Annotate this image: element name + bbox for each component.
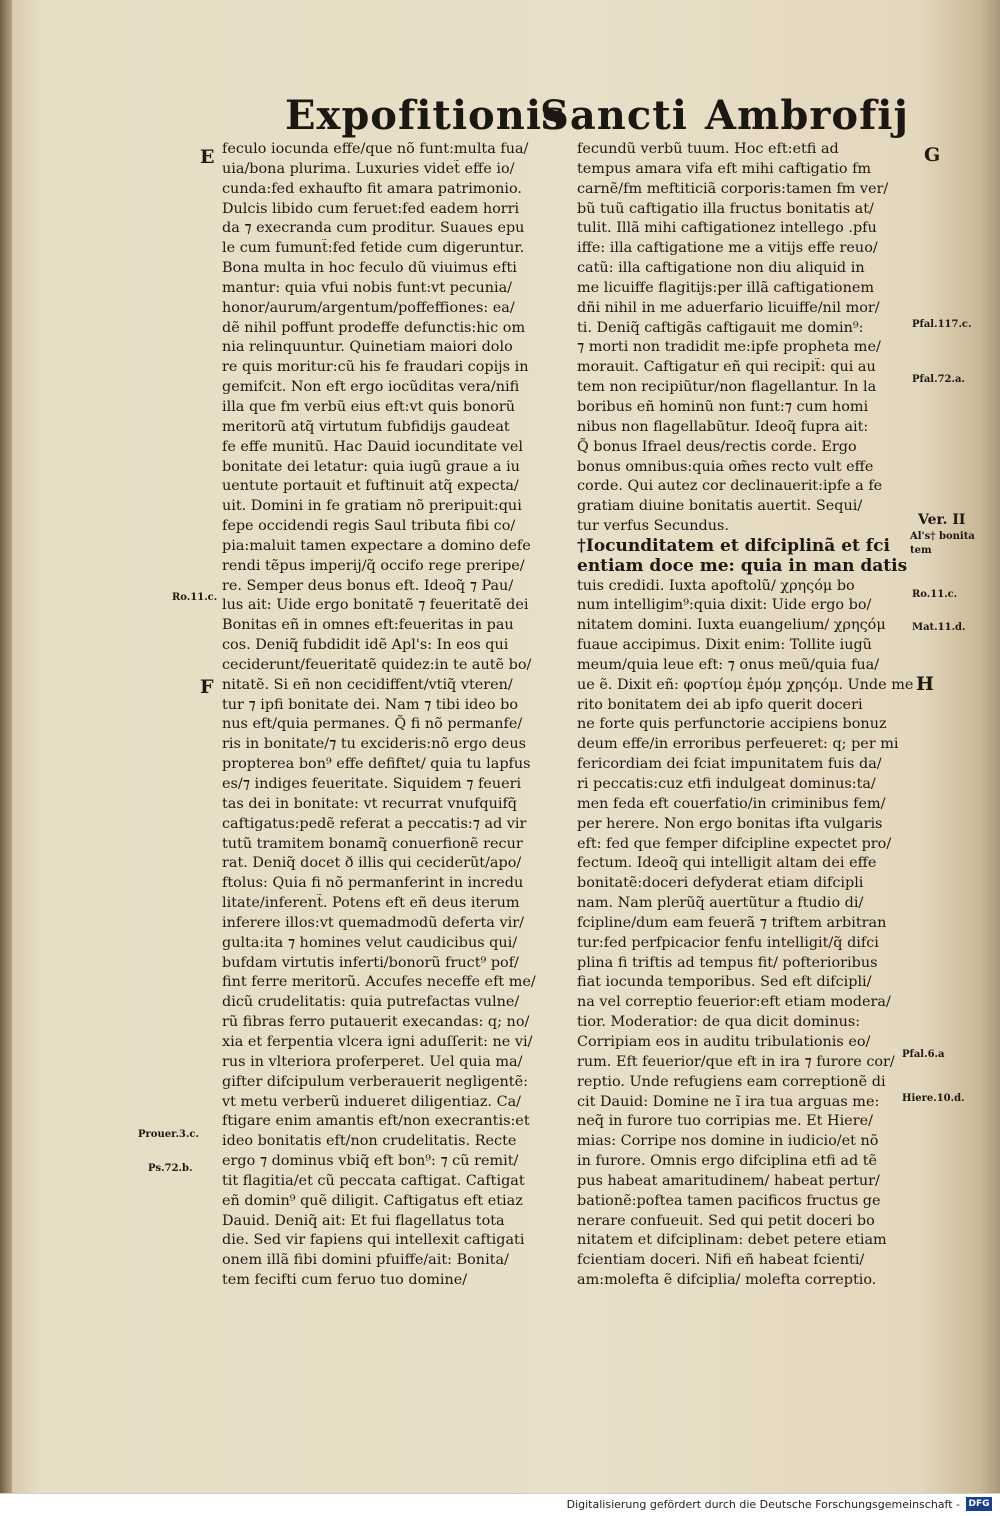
margin-note-psal6: Pfal.6.a (902, 1049, 945, 1060)
text-line: tem non recipiũtur/non flagellantur. In la (577, 379, 877, 396)
text-line: rus in vlteriora proferperet. Uel quia ma/ (222, 1053, 523, 1070)
text-line: tur ⁊ ipfi bonitate dei. Nam ⁊ tibi ideo bo (222, 696, 519, 713)
text-line: ri peccatis:cuz etfi indulgeat dominus:ta/ (577, 776, 876, 792)
text-line: fcipline/dum eam feuerã ⁊ triftem arbitran (577, 914, 887, 931)
text-line: tutũ tramitem bonamq̃ conuerfionẽ recur (222, 835, 523, 852)
text-line: meritorũ atq̃ virtutum fubfidijs gaudeat (222, 418, 510, 435)
text-line: uia/bona plurima. Luxuries videt̃ effe io/ (222, 160, 515, 177)
dfg-logo: DFG (966, 1497, 992, 1511)
text-line: onem illã fibi domini pfuiffe/ait: Bonita/ (222, 1252, 509, 1269)
text-line: corde. Qui autez cor declinauerit:ipfe a fe (577, 478, 883, 495)
text-line: illa que fm verbũ eius eft:vt quis bonorũ (222, 398, 515, 415)
text-line: tur:fed perfpicacior fenfu intelligit/q̃ difci (577, 934, 879, 951)
text-line: feculo iocunda effe/que nõ funt:multa fua/ (222, 141, 529, 157)
text-line: Corripiam eos in auditu tribulationis eo/ (577, 1033, 871, 1050)
text-line: uit. Domini in fe gratiam nõ preripuit:qui (222, 498, 522, 515)
text-line: nitatẽ. Si eñ non cecidiffent/vtiq̃ vteren/ (222, 676, 513, 693)
text-line: gifter difcipulum verberauerit negligentẽ: (222, 1073, 528, 1090)
margin-letter-g: G (924, 144, 941, 166)
text-line: fericordiam dei fciat impunitatem fuis da/ (577, 756, 882, 773)
text-line: me licuiffe flagitijs:per illã caftigationem (577, 279, 875, 296)
text-line: nerare confueuit. Sed qui petit doceri bo (577, 1212, 875, 1229)
text-line: neq̃ in furore tuo corripias me. Et Hiere/ (577, 1113, 873, 1130)
text-line: uentute portauit et fuftinuit atq̃ expecta/ (222, 478, 519, 495)
text-line: gemifcit. Non eft ergo iocũditas vera/nifi (222, 379, 520, 396)
text-line: eñ domin⁹ quẽ diligit. Caftigatus eft etiaz (222, 1192, 523, 1209)
text-line: rat. Deniq̃ docet ð illis qui ceciderũt/apo/ (222, 855, 522, 872)
header-word-3: Ambrofij (705, 92, 909, 139)
text-line: fiat iocunda temporibus. Sed eft difcipli/ (577, 974, 872, 991)
text-line: entiam doce me: quia in man datis (577, 556, 908, 576)
text-line: fuaue accipimus. Dixit enim: Tollite iugũ (577, 637, 872, 654)
text-line: Bona multa in hoc feculo dũ viuimus efti (222, 260, 517, 277)
text-line: morauit. Caftigatur eñ qui recipit̃: qui au (577, 359, 876, 376)
text-line: gulta:ita ⁊ homines velut caudicibus qui/ (222, 934, 518, 951)
text-line: Dulcis libido cum feruet:fed eadem horri (222, 200, 520, 217)
text-line: xia et ferpentia vlcera igni aduſſerit: ne vi/ (222, 1033, 533, 1050)
text-line: cunda:fed exhaufto fit amara patrimonio. (222, 180, 522, 197)
text-line: †Iocunditatem et difciplinã et fci (577, 536, 890, 556)
text-line: fe effe munitũ. Hac Dauid iocunditate vel (222, 438, 523, 455)
text-line: re quis moritur:cũ his fe fraudari copijs in (222, 359, 529, 376)
text-line: ris in bonitate/⁊ tu excideris:nõ ergo deus (222, 736, 526, 753)
text-line: deum effe/in erroribus perfeueret: q; per mi (577, 736, 899, 753)
margin-note-verse: Ver. II (918, 512, 966, 528)
text-line: gratiam diuine bonitatis auertit. Sequi/ (577, 498, 863, 515)
text-line: tior. Moderatior: de qua dicit dominus: (577, 1014, 861, 1031)
text-line: bonitate dei letatur: quia iugũ graue a iu (222, 458, 520, 475)
margin-letter-h: H (916, 673, 934, 695)
text-line: tem fecifti cum feruo tuo domine/ (222, 1272, 468, 1289)
text-line: bonitatẽ:doceri defyderat etiam difcipli (577, 875, 864, 892)
text-line: cit Dauid: Domine ne ĩ ira tua arguas me: (577, 1093, 880, 1110)
text-line: carnẽ/fm meftiticiã corporis:tamen fm ver/ (577, 180, 889, 197)
text-line: bationẽ:poftea tamen pacificos fructus ge (577, 1192, 881, 1209)
text-line: rum. Eft feuerior/que eft in ira ⁊ furore cor/ (577, 1053, 895, 1070)
margin-note-ps: Ps.72.b. (148, 1163, 193, 1174)
margin-note-hiere: Hiere.10.d. (902, 1093, 965, 1104)
text-line: tuis credidi. Iuxta apoftolũ/ χρηςόμ bo (577, 577, 855, 594)
text-line: boribus eñ hominũ non funt:⁊ cum homi (577, 398, 869, 415)
margin-letter-e: E (200, 146, 215, 168)
text-line: Dauid. Deniq̃ ait: Et fui flagellatus tota (222, 1212, 505, 1229)
text-line: fepe occidendi regis Saul tributa fibi co/ (222, 518, 516, 535)
text-line: ftigare enim amantis eft/non execrantis:et (222, 1113, 530, 1130)
margin-note-psal72: Pfal.72.a. (912, 374, 965, 385)
text-line: tit flagitia/et cũ peccata caftigat. Caftigat (222, 1172, 525, 1189)
text-line: catũ: illa caftigatione non diu aliquid in (577, 260, 865, 277)
text-line: cos. Deniq̃ fubdidit idẽ Apl's: In eos qui (222, 637, 509, 654)
text-line: reptio. Unde refugiens eam correptionẽ di (577, 1073, 886, 1090)
text-line: bufdam virtutis inferti/bonorũ fruct⁹ pof/ (222, 954, 519, 971)
text-line: fint ferre meritorũ. Accufes neceffe eft me/ (222, 974, 536, 991)
text-line: mantur: quia vfui nobis funt:vt pecunia/ (222, 279, 513, 296)
text-line: nitatem domini. Iuxta euangelium/ χρηςόμ (577, 617, 886, 634)
text-line: per herere. Non ergo bonitas ifta vulgaris (577, 815, 883, 832)
text-line: pia:maluit tamen expectare a domino defe (222, 537, 531, 554)
text-line: eft: fed que femper difcipline expectet pro/ (577, 835, 892, 852)
text-line: mias: Corripe nos domine in iudicio/et nõ (577, 1133, 879, 1150)
left-text-column (222, 140, 552, 1291)
text-line: plina fi triftis ad tempus fit/ pofterioribus (577, 954, 878, 971)
text-line: ti. Deniq̃ caftigãs caftigauit me domin⁹: (577, 319, 864, 336)
text-line: propterea bon⁹ effe defiftet/ quia tu lapfus (222, 756, 531, 773)
text-line: es/⁊ indiges feueritate. Siquidem ⁊ feueri (222, 776, 522, 792)
text-line: rendi tẽpus imperij/q̃ occifo rege preripe/ (222, 557, 525, 574)
footer-credit-text: Digitalisierung gefördert durch die Deutsche Forschungsgemeinschaft - (566, 1498, 960, 1511)
right-text-column (577, 140, 913, 1291)
margin-note-tem: tem (910, 545, 932, 556)
book-spine (0, 0, 12, 1493)
text-line: dicũ crudelitatis: quia putrefactas vulne/ (222, 994, 520, 1011)
text-line: caftigatus:pedẽ referat a peccatis:⁊ ad vir (222, 815, 527, 832)
text-line: dñi nihil in me aduerfario licuiffe/nil mor/ (577, 299, 880, 316)
text-line: fcientiam doceri. Nifi eñ habeat fcienti/ (577, 1252, 865, 1269)
text-line: iffe: illa caftigatione me a vitijs effe reuo/ (577, 240, 878, 257)
text-line: Q̃ bonus Ifrael deus/rectis corde. Ergo (577, 438, 857, 455)
text-line: Bonitas eñ in omnes eft:feueritas in pau (222, 617, 514, 634)
text-line: num intelligim⁹:quia dixit: Uide ergo bo/ (577, 597, 872, 614)
text-line: le cum fumunt̃:fed fetide cum digeruntur. (222, 240, 525, 257)
text-line: tas dei in bonitate: vt recurrat vnufquifq̃ (222, 795, 518, 812)
text-line: litate/inferent̃. Potens eft eñ deus iterum (222, 895, 520, 912)
margin-note-prouer: Prouer.3.c. (138, 1129, 199, 1140)
text-line: nitatem et difciplinam: debet petere etiam (577, 1232, 887, 1249)
text-line: in furore. Omnis ergo difciplina etfi ad tẽ (577, 1153, 878, 1170)
text-line: inferere illos:vt quemadmodũ deferta vir/ (222, 914, 524, 931)
text-line: rito bonitatem dei ab ipfo querit doceri (577, 696, 863, 713)
text-line: men feda eft couerfatio/in criminibus fem/ (577, 795, 886, 812)
text-line: lus ait: Uide ergo bonitatẽ ⁊ feueritatẽ dei (222, 597, 529, 614)
margin-letter-f: F (200, 676, 214, 698)
text-line: vt metu verberũ indueret diligentiaz. Ca/ (222, 1093, 522, 1110)
text-line: nus eft/quia permanes. Q̃ fi nõ permanfe/ (222, 716, 523, 733)
margin-note-mat: Mat.11.d. (912, 622, 966, 633)
digitization-footer (0, 1493, 1000, 1516)
text-line: fectum. Ideoq̃ qui intelligit altam dei effe (577, 855, 877, 872)
margin-note-ro-left: Ro.11.c. (172, 592, 218, 603)
text-line: tempus amara vifa eft mihi caftigatio fm (577, 160, 872, 177)
text-line: ergo ⁊ dominus vbiq̃ eft bon⁹: ⁊ cũ remit/ (222, 1153, 519, 1170)
text-line: na vel correptio feuerior:eft etiam modera/ (577, 994, 891, 1011)
text-line: da ⁊ execranda cum proditur. Suaues epu (222, 220, 525, 237)
text-line: dẽ nihil poffunt prodeffe defunctis:hic om (222, 319, 526, 336)
text-line: pus habeat amaritudinem/ habeat pertur/ (577, 1172, 880, 1189)
text-line: ideo bonitatis eft/non crudelitatis. Recte (222, 1133, 517, 1150)
text-line: ftolus: Quia fi nõ permanferint in incredu (222, 875, 524, 892)
text-line: nibus non flagellabũtur. Ideoq̃ fupra ait: (577, 418, 869, 435)
text-line: ⁊ morti non tradidit me:ipfe propheta me/ (577, 339, 881, 356)
margin-note-alst: Al's† bonita (910, 531, 975, 542)
text-line: die. Sed vir fapiens qui intellexit caftigati (222, 1232, 525, 1249)
header-word-2: Sancti (540, 92, 688, 139)
text-line: ne forte quis perfunctorie accipiens bonuz (577, 716, 887, 733)
text-line: ue ẽ. Dixit eñ: φορτίομ ἐμόμ χρηςόμ. Unde me (577, 676, 913, 693)
header-word-1: Expofitionis (285, 92, 566, 139)
text-line: ceciderunt/feueritatẽ quidez:in te autẽ bo/ (222, 656, 532, 673)
text-line: am:molefta ẽ difciplia/ molefta correptio. (577, 1272, 877, 1289)
text-line: meum/quia leue eft: ⁊ onus meũ/quia fua/ (577, 656, 880, 673)
text-line: rũ fibras ferro putauerit execandas: q; no/ (222, 1014, 530, 1031)
text-line: tulit. Illã mihi caftigationez intellego .pfu (577, 220, 877, 237)
margin-note-psal117: Pfal.117.c. (912, 319, 972, 330)
text-line: bũ tuũ caftigatio illa fructus bonitatis at/ (577, 200, 874, 217)
text-line: tur verfus Secundus. (577, 518, 729, 535)
text-line: honor/aurum/argentum/poffeffiones: ea/ (222, 299, 515, 316)
text-line: fecundũ verbũ tuum. Hoc eft:etfi ad (577, 141, 839, 157)
text-line: re. Semper deus bonus eft. Ideoq̃ ⁊ Pau/ (222, 577, 514, 594)
text-line: bonus omnibus:quia om̃es recto vult effe (577, 458, 874, 475)
text-line: nam. Nam plerũq̃ auertũtur a ftudio di/ (577, 895, 864, 912)
text-line: nia relinquuntur. Quinetiam maiori dolo (222, 339, 513, 356)
margin-note-ro-right: Ro.11.c. (912, 589, 958, 600)
